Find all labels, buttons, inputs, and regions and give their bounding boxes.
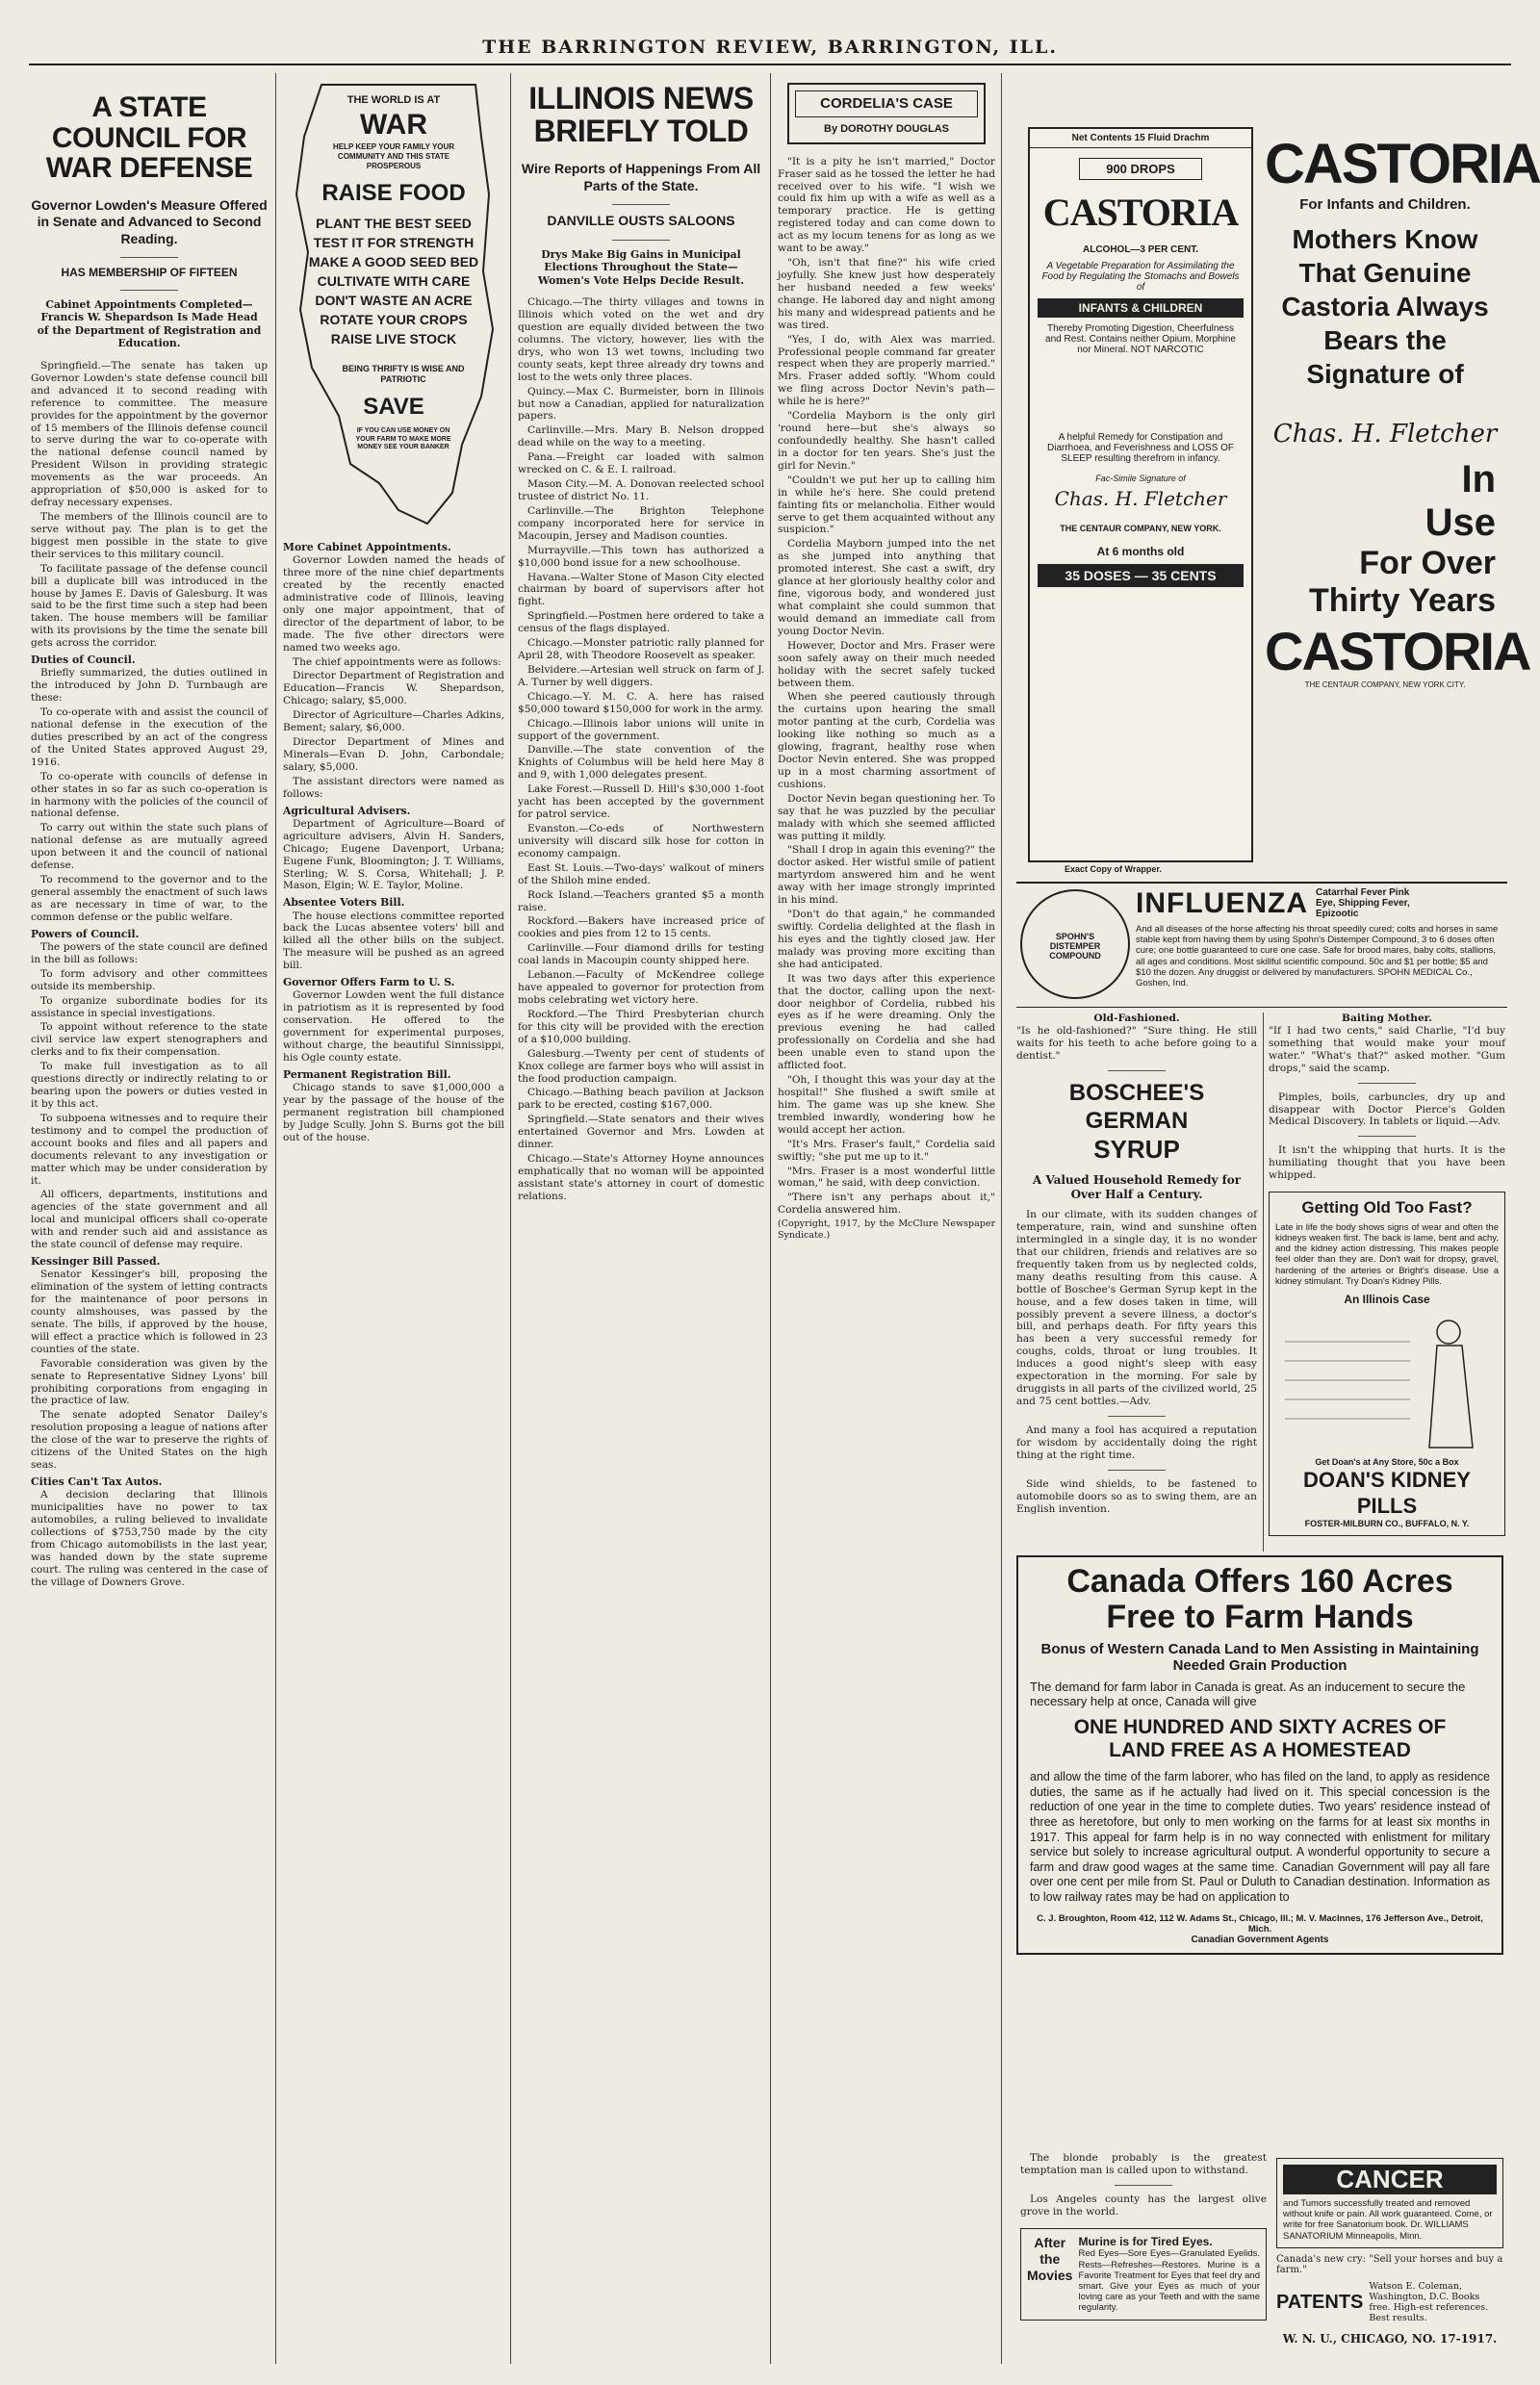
bottle-doses: 35 DOSES — 35 CENTS [1038, 564, 1244, 587]
doans-case: An Illinois Case [1344, 1293, 1430, 1307]
poster-line: ROTATE YOUR CROPS [320, 312, 468, 327]
masthead-rule [29, 64, 1511, 65]
news-item: Carlinville.—The Brighton Telephone company incorporated here for service in Macoupin, Jersey and Madison counties. [518, 504, 764, 542]
column-illinois-news [518, 73, 764, 2364]
article-paragraph: The house elections committee reported back the Lucas absentee voters' bill and killed all the other bills on the subject. The measure will be pushed as an agreed bill. [283, 910, 504, 972]
canada-big: ONE HUNDRED AND SIXTY ACRES OF [1073, 1716, 1447, 1739]
divider [1358, 1136, 1416, 1137]
doans-name: DOAN'S KIDNEY PILLS [1303, 1467, 1471, 1518]
news-item: Chicago.—Bathing beach pavilion at Jackson park to be erected, costing $167,000. [518, 1087, 764, 1112]
article-paragraph: Governor Lowden went the full distance in patriotism as it is represented by food conservation. He offered to the government for experimental purposes, without charge, the beautiful Sinnissippi, his Ogle county estate. [283, 989, 504, 1064]
poster-line: BEING THRIFTY IS WISE AND PATRIOTIC [342, 364, 465, 384]
deck: Cabinet Appointments Completed—Francis W. Shepardson Is Made Head of the Department of Registration and Education. [37, 298, 262, 350]
poster-line: RAISE FOOD [321, 180, 466, 206]
poster-line: SAVE [363, 394, 424, 420]
story-paragraph: "Mrs. Fraser is a most wonderful little woman," he said, with deep conviction. [778, 1165, 995, 1190]
cancer-title: CANCER [1283, 2165, 1497, 2194]
poster-line: IF YOU CAN USE MONEY ON YOUR FARM TO MAKE MORE MONEY SEE YOUR BANKER [355, 427, 451, 451]
story-paragraph: "Oh, I thought this was your day at the hospital!" She flushed a swift smile at him. The game was up she knew. She trembled inwardly, wondering how he would accept her action. [778, 1074, 995, 1136]
story-paragraph: Cordelia Mayborn jumped into the net as she jumped into anything that promoted interest. She cast a swift, dry glance at her gloriously healthy color and fine, vigorous body, and wondered just what complaint she could summon that would demand an immediate call from young Doctor Nevin. [778, 538, 995, 637]
influenza-ad [1136, 887, 1505, 988]
article-paragraph: To facilitate passage of the defense council bill a duplicate bill was introduced in the house by James E. Davis of Galesburg. It was said to be the first time such a step had been taken. The house members will be familiar with its provisions by the time the senate bill gets across the corridor. [31, 562, 268, 650]
windshield-item: Side wind shields, to be fastened to automobile doors so as to swing them, are an English invention. [1016, 1477, 1257, 1515]
castoria-for: For Infants and Children. [1299, 196, 1471, 213]
canada-agents: C. J. Broughton, Room 412, 112 W. Adams St., Chicago, Ill.; M. V. MacInnes, 176 Jefferson Ave., Detroit, Mich. [1037, 1912, 1483, 1935]
story-paragraph: "Oh, isn't that fine?" his wife cried joyfully. She knew just how desperately her husband needed a few weeks' change. He labored day and night among his many and widespread patients and he was tired. [778, 257, 995, 331]
woman-figure-icon [1275, 1313, 1497, 1457]
bottle-promo: Thereby Promoting Digestion, Cheerfulness and Rest. Contains neither Opium, Morphine nor Mineral. NOT NARCOTIC [1045, 323, 1236, 355]
article-paragraph: To recommend to the governor and to the general assembly the enactment of such laws as are necessary in time of war, to the common defense or the public welfare. [31, 874, 268, 923]
deck: DANVILLE OUSTS SALOONS [547, 213, 735, 229]
story-paragraph: "Couldn't we put her up to calling him in while he's here. She could pretend fainting fits or melancholia. Either would serve to get them acquainted without any suspicion." [778, 474, 995, 536]
bottle-caption: Exact Copy of Wrapper. [1065, 864, 1162, 874]
doans-illustration [1275, 1313, 1499, 1457]
news-item: Pana.—Freight car loaded with salmon wrecked on C. & E. I. railroad. [518, 451, 764, 476]
divider [120, 257, 178, 258]
divider [1108, 1470, 1166, 1471]
bottom-left-block [1020, 2152, 1267, 2326]
masthead: THE BARRINGTON REVIEW, BARRINGTON, ILL. [482, 37, 1058, 58]
oldfashioned-title: Old-Fashioned. [1093, 1013, 1180, 1024]
ad-divider [1016, 1007, 1507, 1008]
poster-line: CULTIVATE WITH CARE [317, 273, 471, 289]
divider [612, 204, 670, 205]
divider [1108, 1416, 1166, 1417]
column-rule [510, 73, 511, 2364]
castoria-footer: CASTORIA [1265, 621, 1530, 681]
story-paragraph: "It is a pity he isn't married," Doctor Fraser said as he tossed the letter he had received over to his wife. "I wish we could fix him up with a wife as well as a temporary practice. He is getting registered today and can come down to act as my locum tenens for as long as we want to be away." [778, 155, 995, 255]
subhead: Permanent Registration Bill. [283, 1067, 451, 1081]
murine-body: Red Eyes—Sore Eyes—Granulated Eyelids. Rests—Refreshes—Restores. Murine is a Favorite Treatment for Eyes that feel dry and smart. Give your Eyes as much of your loving care as your Teeth and with the same regularity. [1078, 2248, 1260, 2314]
column-cabinet [283, 73, 504, 2364]
deck: Wire Reports of Happenings From All Parts of the State. [521, 161, 761, 193]
subhead: Governor Offers Farm to U. S. [283, 976, 455, 989]
whipping-item: It isn't the whipping that hurts. It is the humiliating thought that you have been whipped. [1269, 1144, 1505, 1182]
bating-title: Baiting Mother. [1342, 1013, 1432, 1024]
pimples-item: Pimples, boils, carbuncles, dry up and disappear with Doctor Pierce's Golden Medical Discovery. In tablets or liquid.—Adv. [1269, 1090, 1505, 1128]
article-paragraph: All officers, departments, institutions and agencies of the state government and all local and municipal officers shall co-operate with and render such aid and assistance as the state council of defense may require. [31, 1189, 268, 1251]
article-paragraph: Favorable consideration was given by the senate to Representative Sidney Lyons' bill prohibiting corporations from engaging in the practice of law. [31, 1357, 268, 1407]
poster-line: THE WORLD IS AT [346, 94, 441, 106]
news-item: Chicago.—Illinois labor unions will unite in support of the government. [518, 717, 764, 742]
bottle-signature: Chas. H. Fletcher [1054, 487, 1227, 510]
divider [1358, 1083, 1416, 1084]
subhead: Agricultural Advisers. [283, 804, 411, 817]
bottle-preparation: A Vegetable Preparation for Assimilating the Food by Regulating the Stomachs and Bowels of [1041, 261, 1240, 293]
canada-sub: Bonus of Western Canada Land to Men Assisting in Maintaining Needed Grain Production [1040, 1641, 1479, 1675]
subhead: More Cabinet Appointments. [283, 541, 451, 553]
bottle-net-contents: Net Contents 15 Fluid Drachm [1030, 129, 1251, 148]
article-paragraph: To co-operate with and assist the council of national defense in the execution of the duties prescribed by an act of the congress of the United States approved August 29, 1916. [31, 706, 268, 768]
divider [120, 290, 178, 291]
story-paragraph: "Cordelia Mayborn is the only girl 'round here—but she's always so confoundedly healthy. She hasn't called in a doctor for ten years. She's just the girl for Nevin." [778, 410, 995, 472]
copyright-line: (Copyright, 1917, by the McClure Newspaper Syndicate.) [778, 1218, 995, 1241]
column-rule [1263, 1013, 1264, 1552]
article-paragraph: Director Department of Registration and Education—Francis W. Shepardson, Chicago; salary, $5,000. [283, 670, 504, 707]
news-item: Rockford.—Bakers have increased price of cookies and pies from 12 to 15 cents. [518, 915, 764, 940]
murine-title: Murine is for Tired Eyes. [1078, 2234, 1213, 2248]
story-paragraph: "There isn't any perhaps about it," Cordelia answered him. [778, 1192, 995, 1217]
divider [1115, 2185, 1172, 2186]
la-item: Los Angeles county has the largest olive grove in the world. [1020, 2193, 1267, 2218]
news-item: Springfield.—State senators and their wives entertained Governor and Mrs. Lowden at dinner. [518, 1114, 764, 1151]
article-paragraph: The powers of the state council are defined in the bill as follows: [31, 940, 268, 965]
news-item: Lebanon.—Faculty of McKendree college have appealed to governor for protection from mobs celebrating wet victory here. [518, 969, 764, 1006]
article-paragraph: To organize subordinate bodies for its assistance in special investigations. [31, 994, 268, 1019]
castoria-text-ad [1265, 133, 1540, 878]
bottle-infants: INFANTS & CHILDREN [1038, 298, 1244, 318]
spohn-seal-text: SPOHN'S DISTEMPER COMPOUND [1049, 932, 1101, 961]
war-poster [283, 79, 504, 531]
doans-body: Late in life the body shows signs of wear and often the kidneys weaken first. The back is lame, bent and achy, and the kidney action distressing. This makes people feel older than they are. Don't wait for dropsy, gravel, hardening of the arteries or Bright's disease. Use a kidney stimulant. Try Doan's Kidney Pills. [1275, 1221, 1499, 1287]
story-paragraph: When she peered cautiously through the curtains upon hearing the small motor panting at the curb, Cordelia was looking like nothing so much as a glowing, fragrant, healthy rose when Doctor Nevin entered. She was propped up in a most charming assortment of cushions. [778, 691, 995, 790]
article-paragraph: A decision declaring that Illinois municipalities have no power to tax automobiles, a ruling believed to invalidate collections of $753,750 made by the city from Chicago automobilists in the last year, was handed down by the state supreme court. The ruling was centered in the case of the village of Downers Grove. [31, 1489, 268, 1588]
boschee-body: In our climate, with its sudden changes of temperature, rain, wind and sunshine often intermingled in a single day, it is no wonder that our children, friends and relatives are so frequently taken from us by neglected colds, many deaths resulting from this cause. A bottle of Boschee's German Syrup kept in the house, and a few doses taken in time, will possibly prevent a severe illness, a doctor's bill, and perhaps death. For fifty years this has been a very successful remedy for coughs, colds, throat or lung troubles. It induces a good night's sleep with easy expectoration in the morning. For sale by druggists in all parts of the civilized world, 25 and 75 cent bottles.—Adv. [1016, 1209, 1257, 1408]
canada-big-2: LAND FREE AS A HOMESTEAD [1109, 1739, 1411, 1762]
canada-cry-item: Canada's new cry: "Sell your horses and buy a farm." [1276, 2253, 1503, 2275]
influenza-body: And all diseases of the horse affecting his throat speedily cured; colts and horses in same stable kept from having them by using Spohn's Distemper Compound, 3 to 6 doses often cure; one bottle guaranteed to cure one case. Safe for brood mares, baby colts, stallions, all ages and conditions. Most skillful scientific compound. 50c and $1 per bottle; $5 and $10 the dozen. Any druggist or delivered by manufacturers. SPOHN MEDICAL Co., Goshen, Ind. [1136, 924, 1499, 989]
wnu-line: W. N. U., CHICAGO, NO. 17-1917. [1282, 2331, 1498, 2346]
doans-price: Get Doan's at Any Store, 50c a Box [1315, 1456, 1459, 1467]
subhead: Kessinger Bill Passed. [31, 1255, 161, 1269]
poster-line: WAR [360, 109, 427, 141]
bottle-brand: CASTORIA [1042, 191, 1239, 234]
story-title: CORDELIA'S CASE [795, 90, 978, 117]
news-item: Belvidere.—Artesian well struck on farm of J. A. Turner by well diggers. [518, 663, 764, 688]
divider [612, 240, 670, 241]
spohn-seal [1020, 889, 1130, 999]
news-item: Lake Forest.—Russell D. Hill's $30,000 1-foot yacht has been accepted by the government for patrol service. [518, 783, 764, 821]
cancer-body: and Tumors successfully treated and removed without knife or pain. All work guaranteed. Come, or write for free Sanatorium book. Dr. WILLIAMS SANATORIUM Minneapolis, Minn. [1283, 2198, 1493, 2242]
column-rule [275, 73, 276, 2364]
article-paragraph: To form advisory and other committees outside its membership. [31, 967, 268, 992]
story-paragraph: Doctor Nevin began questioning her. To say that he was puzzled by the peculiar malady with which she seemed afflicted was putting it mildly. [778, 792, 995, 842]
subhead: Powers of Council. [31, 927, 140, 940]
canada-title: Canada Offers 160 Acres [1066, 1563, 1453, 1600]
poster-line: RAISE LIVE STOCK [330, 331, 457, 346]
deck: HAS MEMBERSHIP OF FIFTEEN [61, 266, 238, 279]
castoria-bottle-ad [1028, 127, 1253, 862]
article-paragraph: To subpoena witnesses and to require their testimony and to compel the production of account books and files and all papers and documents relevant to any investigation or matter which may be under consideration by it. [31, 1112, 268, 1187]
canada-p2: and allow the time of the farm laborer, who has filed on the land, to apply as residence duties, the same as if he actually had lived on it. This special concession is the reduction of one year in the time to complete duties. Two years' residence instead of three as heretofore, but only to men working on the farms for at least six months in 1917. This appeal for farm help is in no way connected with enlistment for military service but solely to increase agricultural output. A wonderful opportunity to secure a farm and draw good wages at the same time. Canadian Government will pay all fare over one cent per mile from St. Paul or Duluth to Canadian destination. Information as to low railway rates may be had on application to [1030, 1770, 1490, 1905]
bottle-facsimile: Fac-Simile Signature of [1095, 474, 1186, 483]
doans-maker: FOSTER-MILBURN CO., BUFFALO, N. Y. [1304, 1519, 1470, 1529]
article-paragraph: Senator Kessinger's bill, proposing the elimination of the system of letting contracts for the maintenance of poor persons in county almshouses, was passed by the senate. The bills, if approved by the house, will effect a practice which is followed in 23 counties of the state. [31, 1269, 268, 1355]
ads-right-block [1269, 1013, 1505, 1542]
news-item: Mason City.—M. A. Donovan reelected school trustee of district No. 11. [518, 478, 764, 502]
article-paragraph: Springfield.—The senate has taken up Governor Lowden's state defense council bill and advanced it to second reading with reference to committee. The measure provides for the appointment by the governor of 15 members of the Illinois defense council to serve during the war to co-operate with the national defense council named by President Wilson in providing strategic movements as the war proceeds. An appropriation of $50,000 is asked for to defray necessary expenses. [31, 359, 268, 509]
news-item: Chicago.—The thirty villages and towns in Illinois which voted on the wet and dry question are equally divided between the two columns. The victory, however, lies with the drys, who won 13 wet towns, including two county seats, kept three already dry towns and lost to the wets only three places. [518, 296, 764, 383]
poster-line: TEST IT FOR STRENGTH [313, 235, 475, 250]
article-paragraph: To appoint without reference to the state civil service law expert stenographers and clerks and to fix their compensation. [31, 1021, 268, 1059]
story-paragraph: However, Doctor and Mrs. Fraser were soon safely away on their much needed holiday with the secret safely tucked between them. [778, 639, 995, 689]
subhead: Duties of Council. [31, 654, 136, 667]
patents-ad [1276, 2281, 1503, 2324]
column-advertisements [1007, 73, 1540, 2364]
news-item: Chicago.—Y. M. C. A. here has raised $50,000 toward $150,000 for work in the army. [518, 690, 764, 715]
patents-body: Watson E. Coleman, Washington, D.C. Books free. High-est references. Best results. [1369, 2280, 1489, 2324]
murine-text [1078, 2235, 1260, 2314]
article-paragraph: The assistant directors were named as follows: [283, 775, 504, 800]
story-byline: By DOROTHY DOUGLAS [824, 123, 949, 136]
article-paragraph: Governor Lowden named the heads of three more of the nine chief departments created by the recently enacted administrative code of Illinois, leaving only one major appointment, that of director of the department of labor, to be made. The five other directors were named two weeks ago. [283, 554, 504, 654]
column-rule [1001, 73, 1002, 2364]
boschee-title: BOSCHEE'S GERMAN [1068, 1079, 1205, 1134]
column-rule [770, 73, 771, 2364]
castoria-signature: Chas. H. Fletcher [1272, 420, 1498, 449]
blonde-item: The blonde probably is the greatest temptation man is called upon to withstand. [1020, 2152, 1267, 2176]
divider [1108, 1070, 1166, 1071]
canada-ad [1016, 1555, 1503, 1955]
doans-ad [1269, 1192, 1505, 1536]
influenza-title: INFLUENZA [1136, 887, 1308, 919]
bating-body: "If I had two cents," said Charlie, "I'd buy something that would make your mouf water." "What's that?" asked mother. "Gum drops," said the scamp. [1269, 1024, 1505, 1074]
subhead: Absentee Voters Bill. [283, 896, 405, 910]
news-item: Havana.—Walter Stone of Mason City elected chairman by board of supervisors after hot fight. [518, 571, 764, 608]
canada-title-2: Free to Farm Hands [1106, 1598, 1414, 1635]
news-item: Quincy.—Max C. Burmeister, born in Illinois but now a Canadian, applied for naturalization papers. [518, 385, 764, 423]
boschee-syrup: SYRUP [1093, 1135, 1180, 1165]
story-paragraph: "Don't do that again," he commanded swiftly. Cordelia delighted at the flash in his eyes and the tightly closed jaw. Her malady was proving more exciting than she had anticipated. [778, 909, 995, 970]
castoria-use: Use [1424, 501, 1496, 544]
news-item: Springfield.—Postmen here ordered to take a census of the flags displayed. [518, 610, 764, 635]
poster-line: PLANT THE BEST SEED [316, 216, 472, 231]
castoria-small: THE CENTAUR COMPANY, NEW YORK CITY. [1304, 680, 1466, 689]
article-paragraph: The members of the Illinois council are to serve without pay. The plan is to get the biggest men possible in the state to give their services to this military council. [31, 511, 268, 560]
news-item: Carlinville.—Four diamond drills for testing coal lands in Macoupin county shipped here. [518, 942, 764, 967]
bottle-remedy: A helpful Remedy for Constipation and Diarrhoea, and Feverishness and LOSS OF SLEEP resulting therefrom in infancy. [1047, 432, 1234, 464]
castoria-mothers: Mothers Know That Genuine Castoria Always Bears the Signature of [1281, 224, 1489, 389]
news-item: Evanston.—Co-eds of Northwestern university will discard silk hose for cotton in economy campaign. [518, 823, 764, 859]
canada-gov: Canadian Government Agents [1191, 1934, 1329, 1945]
story-title-box [787, 83, 986, 144]
bottle-age: At 6 months old [1096, 545, 1185, 558]
murine-ad [1020, 2228, 1267, 2321]
news-item: Rockford.—The Third Presbyterian church for this city will be provided with the erection of a $10,000 building. [518, 1008, 764, 1045]
poster-line: DON'T WASTE AN ACRE [315, 293, 473, 308]
castoria-title: CASTORIA [1265, 133, 1540, 195]
article-paragraph: Briefly summarized, the duties outlined in the introduced by John D. Turnbaugh are these: [31, 667, 268, 705]
column-cordelia [778, 73, 995, 2364]
canada-p1: The demand for farm labor in Canada is great. As an inducement to secure the necessary help at once, Canada will give [1030, 1680, 1466, 1709]
poster-line: HELP KEEP YOUR FAMILY YOUR COMMUNITY AND THIS STATE PROSPEROUS [332, 142, 455, 170]
bottle-company: THE CENTAUR COMPANY, NEW YORK. [1060, 524, 1221, 533]
bottle-drops: 900 DROPS [1079, 158, 1202, 180]
influenza-sub: Catarrhal Fever Pink Eye, Shipping Fever, Epizootic [1315, 887, 1410, 919]
castoria-forover: For Over [1359, 545, 1496, 581]
news-item: Galesburg.—Twenty per cent of students of Knox college are farmer boys who will assist in the food production campaign. [518, 1047, 764, 1085]
ad-divider [1016, 882, 1507, 884]
article-paragraph: To co-operate with councils of defense in other states in so far as such co-operation is in harmony with the policies of the council of national defense. [31, 770, 268, 820]
column-state-council [31, 73, 268, 2364]
article-paragraph: The chief appointments were as follows: [293, 655, 501, 668]
cancer-ad [1276, 2158, 1503, 2248]
article-paragraph: Director of Agriculture—Charles Adkins, Bement; salary, $6,000. [283, 709, 504, 734]
article-paragraph: Chicago stands to save $1,000,000 a year by the passage of the house of the permanent registration bill championed by Judge Scully. John S. Burns got the bill out of the house. [283, 1082, 504, 1143]
deck: Governor Lowden's Measure Offered in Senate and Advanced to Second Reading. [31, 196, 268, 246]
oldfashioned-body: "Is he old-fashioned?" "Sure thing. He still waits for his teeth to ache before going to a dentist." [1016, 1024, 1257, 1062]
subhead: Cities Can't Tax Autos. [31, 1475, 163, 1488]
boschee-sub: A Valued Household Remedy for Over Half a Century. [1032, 1172, 1242, 1201]
bottom-right-block [1276, 2152, 1503, 2346]
patents-title: PATENTS [1276, 2291, 1364, 2313]
influenza-header [1136, 887, 1505, 920]
article-paragraph: To make full investigation as to all questions directly or indirectly relating to or bearing upon the powers or duties vested in it by this act. [31, 1061, 268, 1110]
poster-line: MAKE A GOOD SEED BED [308, 254, 479, 269]
fool-item: And many a fool has acquired a reputation for wisdom by accidentally doing the right thing at the right time. [1016, 1423, 1257, 1461]
headline-illinois-news: ILLINOIS NEWS BRIEFLY TOLD [528, 81, 754, 148]
news-item: Murrayville.—This town has authorized a $10,000 bond issue for a new schoolhouse. [518, 544, 764, 569]
story-paragraph: "Yes, I do, with Alex was married. Professional people command far greater respect when they are properly married." Mrs. Fraser added softly. "Whom could we fling across Doctor Nevin's path—while he is here?" [778, 333, 995, 408]
article-paragraph: To carry out within the state such plans of national defense as are mutually agreed upon between it and the council of national defense. [31, 822, 268, 872]
news-item: Rock Island.—Teachers granted $5 a month raise. [518, 888, 764, 913]
news-item: Chicago.—State's Attorney Hoyne announces emphatically that no woman will be appointed assistant state's attorney in court of domestic relations. [518, 1153, 764, 1202]
castoria-thirty: Thirty Years [1308, 582, 1496, 619]
article-paragraph: Director Department of Mines and Minerals—Evan D. John, Carbondale; salary, $5,000. [283, 736, 504, 773]
article-paragraph: Department of Agriculture—Board of agriculture advisers, Alvin H. Sanders, Chicago; Eugene Davenport, Urbana; Eugene Funk, Bloomington; J. T. Williams, Sterling; W. S. Corsa, Whitehall; J. P. Mason, Elgin; W. E. Taylor, Moline. [283, 817, 504, 892]
story-paragraph: "It's Mrs. Fraser's fault," Cordelia said swiftly; "she put me up to it." [778, 1138, 995, 1163]
news-item: Carlinville.—Mrs. Mary B. Nelson dropped dead while on the way to a meeting. [518, 424, 764, 449]
news-item: East St. Louis.—Two-days' walkout of miners of the Shiloh mine ended. [518, 861, 764, 886]
bottle-alcohol: ALCOHOL—3 PER CENT. [1082, 244, 1198, 255]
murine-movies: After the Movies [1027, 2234, 1073, 2283]
doans-title: Getting Old Too Fast? [1301, 1198, 1473, 1218]
deck: Drys Make Big Gains in Municipal Elections Throughout the State—Women's Vote Helps Decide Result. [537, 247, 745, 287]
ads-left-block [1016, 1013, 1257, 1515]
news-item: Danville.—The state convention of the Knights of Columbus will be held here May 8 and 9, with 1,000 delegates present. [518, 744, 764, 782]
news-item: Chicago.—Monster patriotic rally planned for April 28, with Theodore Roosevelt as speaker. [518, 637, 764, 662]
article-paragraph: The senate adopted Senator Dailey's resolution proposing a league of nations after the close of the war to preserve the rights of citizens of the United States on the high seas. [31, 1409, 268, 1472]
castoria-in: In [1461, 458, 1496, 500]
headline-state-council: A STATE COUNCIL FOR WAR DEFENSE [45, 91, 253, 184]
story-paragraph: It was two days after this experience that the doctor, calling upon the next-door neighbor of Cordelia, rubbed his eyes as if he were dreaming. Only the previous evening he had called professionally on Cordelia and she had been unable even to stand upon the afflicted foot. [778, 972, 995, 1072]
story-paragraph: "Shall I drop in again this evening?" the doctor asked. Her wistful smile of patient martyrdom answered him and he went away with her image strongly imprinted in his mind. [778, 844, 995, 907]
